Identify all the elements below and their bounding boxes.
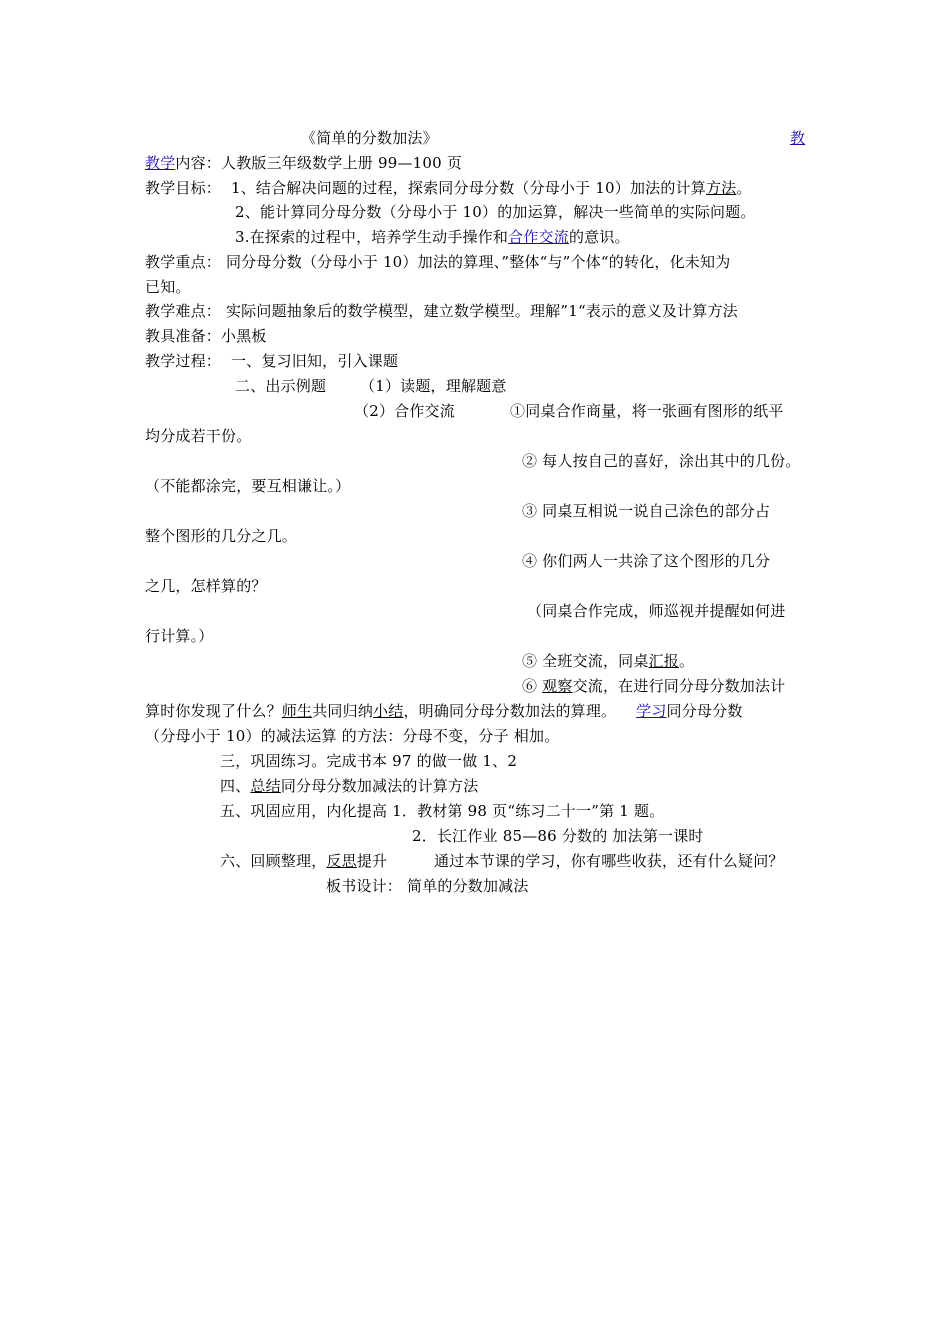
step-5b: 2．长江作业 85—86 分数的 加法第一课时 [412,827,704,845]
goal-1-text: 1、结合解决问题的过程，探索同分母分数（分母小于 10）加法的计算 [230,179,706,197]
coop-6-end: 。 [678,652,695,670]
summary-link[interactable]: 小结 [373,702,404,720]
method-link[interactable]: 方法 [705,179,737,197]
step-4-text: 同分母分数加减法的计算方法 [280,777,479,795]
board-design: 板书设计： 简单的分数加减法 [326,877,529,895]
goals-line-3 [235,226,630,248]
step-4-num: 四、 [220,777,251,795]
coop-8-tail: 同分母分数 [666,702,743,720]
coop-7-text: 交流，在进行同分母分数加法计 [572,677,786,695]
step-1: 一、复习旧知，引入课题 [230,352,399,370]
content-line [145,152,462,174]
reflect-link[interactable]: 反思 [326,852,357,870]
step-2: 二、出示例题 [235,377,327,395]
learn-link[interactable]: 学习 [636,702,667,720]
coop-6 [522,650,694,672]
step-2-coop: （2）合作交流 [354,402,455,420]
coop-8-text: 算时你发现了什么？ [145,702,282,720]
corner-link[interactable]: 教 [790,129,806,147]
goals-label: 教学目标： [145,179,222,197]
coop-2a: ② 每人按自己的喜好，涂出其中的几份。 [522,452,801,470]
step-6-end: 提升 [356,852,388,870]
step-6-text: 六、回顾整理， [220,852,327,870]
step-2-read: （1）读题，理解题意 [360,377,507,395]
observe-link[interactable]: 观察 [542,677,573,695]
step-4 [220,775,478,797]
process-label: 教学过程： [145,352,222,370]
goal-3-text: 3.在探索的过程中，培养学生动手操作和 [235,228,509,246]
coop-4b: 之几，怎样算的？ [145,577,267,595]
goal-2: 2、能计算同分母分数（分母小于 10）的加运算，解决一些简单的实际问题。 [235,203,756,221]
process-line-1 [145,350,398,372]
step-5: 五、巩固应用，内化提高 1．教材第 98 页“练习二十一”第 1 题。 [220,802,665,820]
coop-5b: 行计算。） [145,627,214,645]
coop-5a: （同桌合作完成，师巡视并提醒如何进 [527,602,786,620]
coop-8-post: ，明确同分母分数加法的算理。 [403,702,617,720]
coop-2b: （不能都涂完，要互相谦让。） [145,477,351,495]
doc-title: 《简单的分数加法》 [301,129,438,147]
summarize-link[interactable]: 总结 [250,777,281,795]
coop-3a: ③ 同桌互相说一说自己涂色的部分占 [522,502,771,520]
coop-9: （分母小于 10）的减法运算 的方法：分母不变，分子 相加。 [145,727,560,745]
goal-3-end: 的意识。 [568,228,630,246]
report-link[interactable]: 汇报 [648,652,679,670]
cooperation-link[interactable]: 合作交流 [508,228,569,246]
coop-6-text: ⑤ 全班交流，同桌 [522,652,649,670]
step-6 [220,850,387,872]
difficulty-line: 教学难点： 实际问题抽象后的数学模型，建立数学模型。理解”1“表示的意义及计算方法 [145,302,738,320]
coop-1b: 均分成若干份。 [145,427,252,445]
coop-4a: ④ 你们两人一共涂了这个图形的几分 [522,552,771,570]
step-6-question: 通过本节课的学习，你有哪些收获，还有什么疑问？ [434,852,784,870]
coop-8-mid: 共同归纳 [312,702,374,720]
coop-7-num: ⑥ [522,677,543,695]
goals-line-1 [145,177,752,199]
goal-1-end: 。 [736,179,752,197]
coop-7 [522,675,785,697]
key-point-line-1: 教学重点： 同分母分数（分母小于 10）加法的算理、”整体“与”个体“的转化，化未知为 [145,253,731,271]
teacher-student-link[interactable]: 师生 [281,702,313,720]
coop-8 [145,700,743,722]
key-point-line-2: 已知。 [145,278,191,296]
step-3: 三，巩固练习。完成书本 97 的做一做 1、2 [220,752,518,770]
coop-3b: 整个图形的几分之几。 [145,527,298,545]
teaching-link[interactable]: 教学 [145,154,176,172]
content-text: 内容：人教版三年级数学上册 99—100 页 [175,154,463,172]
coop-1a: ①同桌合作商量，将一张画有图形的纸平 [510,402,784,420]
tools-line: 教具准备：小黑板 [145,327,267,345]
